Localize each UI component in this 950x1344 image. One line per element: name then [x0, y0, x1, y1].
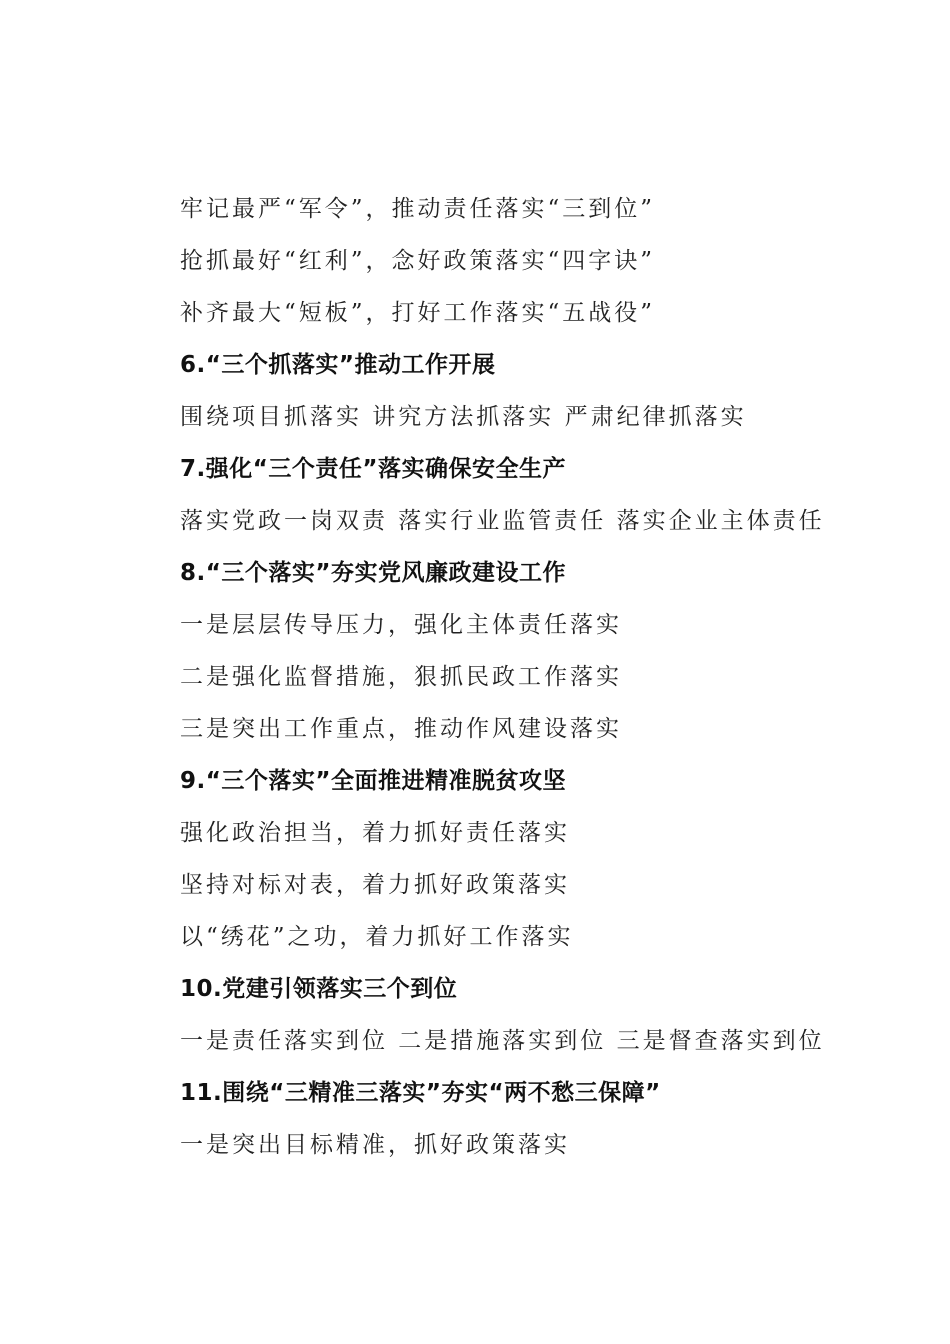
body-line: 牢记最严“军令”，推动责任落实“三到位” [180, 196, 656, 222]
body-line: 围绕项目抓落实 讲究方法抓落实 严肃纪律抓落实 [180, 404, 747, 430]
body-line: 坚持对标对表，着力抓好政策落实 [180, 872, 570, 898]
body-line: 补齐最大“短板”，打好工作落实“五战役” [180, 300, 656, 326]
body-line: 落实党政一岗双责 落实行业监管责任 落实企业主体责任 [180, 508, 825, 534]
body-line: 三是突出工作重点，推动作风建设落实 [180, 716, 622, 742]
section-heading: 7.强化“三个责任”落实确保安全生产 [180, 456, 566, 482]
body-line: 一是责任落实到位 二是措施落实到位 三是督查落实到位 [180, 1028, 825, 1054]
body-line: 一是突出目标精准，抓好政策落实 [180, 1132, 570, 1158]
body-line: 一是层层传导压力，强化主体责任落实 [180, 612, 622, 638]
body-line: 以“绣花”之功，着力抓好工作落实 [180, 924, 574, 950]
section-heading: 10.党建引领落实三个到位 [180, 976, 458, 1002]
body-line: 二是强化监督措施，狠抓民政工作落实 [180, 664, 622, 690]
body-line: 抢抓最好“红利”，念好政策落实“四字诀” [180, 248, 656, 274]
section-heading: 9.“三个落实”全面推进精准脱贫攻坚 [180, 768, 566, 794]
section-heading: 11.围绕“三精准三落实”夯实“两不愁三保障” [180, 1080, 661, 1106]
document-content [180, 183, 880, 1171]
section-heading: 6.“三个抓落实”推动工作开展 [180, 352, 496, 378]
section-heading: 8.“三个落实”夯实党风廉政建设工作 [180, 560, 566, 586]
body-line: 强化政治担当，着力抓好责任落实 [180, 820, 570, 846]
